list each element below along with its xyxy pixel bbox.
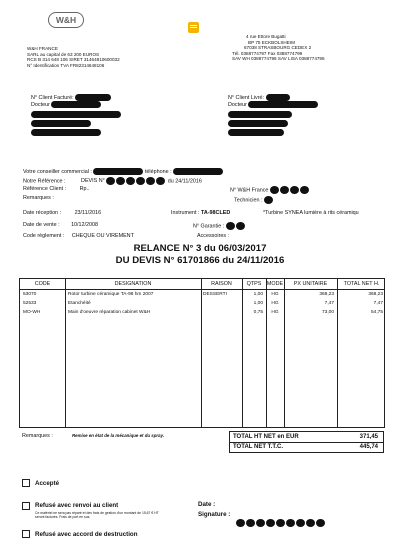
- redacted-dot: [146, 177, 155, 185]
- address-city: 67038 STRASBOURG CEDEX 2: [244, 45, 312, 51]
- sticky-note-icon[interactable]: [188, 22, 199, 33]
- document-title: [0, 243, 400, 267]
- col-header-designation: DESIGNATION: [114, 281, 152, 287]
- accessories-label: Accessoires :: [197, 233, 230, 239]
- our-ref-value: DEVIS N°: [81, 178, 105, 185]
- redacted-dot: [116, 177, 125, 185]
- redacted-dot: [236, 222, 245, 230]
- table-cell-code: 53070: [23, 292, 37, 297]
- company-name: W&H FRANCE: [27, 46, 58, 51]
- instrument-desc: *Turbine SYNEA lumière à rits céramiqu: [263, 210, 359, 216]
- redacted-block: [93, 168, 143, 175]
- company-capital: SARL au capital de 63 200 EUROS: [27, 51, 100, 57]
- instrument-label: Instrument :: [171, 210, 200, 216]
- redacted-dot: [106, 177, 115, 185]
- col-header-total: TOTAL NET H.: [343, 281, 380, 287]
- total-ht-label: TOTAL HT NET en EUR: [233, 434, 299, 440]
- redacted-block: [228, 129, 284, 136]
- table-cell-unit-price: 73,00: [321, 310, 334, 315]
- payment-label: Code règlement :: [23, 233, 65, 239]
- address-bp: BP 75 ECKBOLSHEIM: [248, 39, 295, 45]
- company-info: [27, 46, 120, 68]
- table-cell-total: 54,75: [370, 310, 383, 315]
- remarks-text: Remise en état de la mécanique et du spray.: [72, 433, 165, 438]
- redacted-block: [75, 94, 111, 101]
- redacted-block: [31, 120, 91, 127]
- table-cell-unit-price: 7,47: [324, 301, 334, 306]
- refused-return-label: Refusé avec renvoi au client: [35, 502, 119, 509]
- company-address: [232, 34, 325, 62]
- billed-label: N° Client Facturé:: [31, 94, 74, 101]
- redacted-dot: [264, 196, 273, 204]
- address-tel: Tél. 0388774797 Fax 0388774799: [232, 50, 303, 56]
- sale-value: 10/12/2008: [71, 222, 99, 228]
- table-cell-total: 7,47: [373, 301, 383, 306]
- billed-prefix: Docteur: [31, 102, 50, 109]
- redacted-dot: [280, 186, 289, 194]
- instrument-value: TA-98CLED: [200, 210, 231, 216]
- table-cell-code: 52533: [23, 301, 37, 306]
- table-cell-unit-price: 368,23: [319, 292, 334, 297]
- col-header-mode: MODE: [266, 281, 284, 287]
- reception-label: Date réception :: [23, 210, 62, 216]
- redacted-dot: [226, 222, 235, 230]
- remarks-top-label: Remarques :: [23, 195, 54, 201]
- redacted-block: [266, 94, 290, 101]
- table-cell-mode: HG: [271, 310, 279, 315]
- total-ht-value: 371,45: [359, 434, 378, 440]
- delivered-client: [228, 94, 318, 137]
- company-rcs: RCS B 314 648 106 SIRET 31464810600032: [27, 57, 120, 63]
- redacted-block: [248, 101, 318, 108]
- total-ttc-value: 445,74: [359, 444, 378, 450]
- redacted-dot: [236, 519, 245, 527]
- redacted-dot: [266, 519, 275, 527]
- redacted-block: [228, 120, 288, 127]
- company-logo: W&H: [48, 12, 84, 28]
- redacted-dot: [300, 186, 309, 194]
- wh-france-label: N° W&H France: [230, 187, 269, 194]
- table-cell-designation: Main d'oeuvre réparation cabinet W&H: [68, 310, 151, 315]
- redacted-dot: [290, 186, 299, 194]
- table-cell-mode: HG: [271, 292, 279, 297]
- redacted-dot: [276, 519, 285, 527]
- advisor-label: Votre conseiller commercial :: [23, 168, 92, 175]
- table-cell-mode: HG: [271, 301, 279, 306]
- redacted-dot: [316, 519, 325, 527]
- table-cell-designation: Rotor turbine céramique TA-98 hm 2007: [68, 292, 154, 297]
- table-cell-qty: 1,00: [253, 292, 263, 297]
- address-street: 4 rue Ettore Bugatti: [246, 34, 286, 39]
- redacted-dot: [246, 519, 255, 527]
- redacted-block: [228, 111, 292, 118]
- delivered-label: N° Client Livré:: [228, 94, 265, 101]
- redacted-block: [31, 129, 101, 136]
- redacted-dot: [136, 177, 145, 185]
- sale-label: Date de vente :: [23, 222, 60, 228]
- col-header-unit-price: PX UNITAIRE: [293, 281, 328, 287]
- tech-label: Technicien :: [234, 197, 263, 204]
- payment-value: CHEQUE OU VIREMENT: [71, 233, 134, 239]
- redacted-dot: [270, 186, 279, 194]
- table-cell-qty: 1,00: [253, 301, 263, 306]
- redacted-dot: [296, 519, 305, 527]
- phone-label: téléphone :: [144, 168, 172, 175]
- table-cell-total: 368,23: [368, 292, 383, 297]
- signature-label: Signature :: [198, 511, 231, 518]
- refused-destroy-label: Refusé avec accord de destruction: [35, 531, 138, 538]
- redacted-dot: [306, 519, 315, 527]
- refused-return-checkbox[interactable]: [22, 502, 30, 510]
- signature-redacted: [236, 514, 326, 532]
- table-cell-raison: DESSERTI: [203, 292, 227, 297]
- refused-destroy-checkbox[interactable]: [22, 530, 30, 538]
- title-line2: DU DEVIS N° 61701866 du 24/11/2016: [115, 255, 285, 266]
- refused-note: Ce matériel ne sera pas réparé et des frais de gestion d'un montant de 15,67 € HT seront facturés. Frais de port en sus.: [35, 511, 159, 520]
- client-ref-value: Rp..: [79, 186, 90, 192]
- title-line1: RELANCE N° 3 du 06/03/2017: [133, 243, 267, 254]
- col-header-code: CODE: [34, 281, 51, 287]
- our-ref-date: du 24/11/2016: [167, 178, 202, 185]
- redacted-block: [51, 101, 101, 108]
- col-header-qtps: QTPS: [246, 281, 262, 287]
- redacted-dot: [126, 177, 135, 185]
- client-ref-label: Référence Client :: [23, 186, 67, 192]
- billed-client: [31, 94, 121, 137]
- table-cell-code: MO-WH: [23, 310, 41, 315]
- col-header-raison: RAISON: [211, 281, 232, 287]
- date-label: Date :: [198, 501, 216, 508]
- guarantee-label: N° Garantie :: [193, 223, 225, 230]
- redacted-block: [31, 111, 121, 118]
- remarks-label: Remarques :: [22, 433, 53, 439]
- delivered-prefix: Docteur: [228, 102, 247, 109]
- total-ttc-label: TOTAL NET T.T.C.: [233, 444, 284, 450]
- accepted-label: Accepté: [35, 480, 60, 487]
- redacted-block: [173, 168, 223, 175]
- our-ref-label: Notre Référence :: [23, 178, 66, 185]
- address-sav: SAV WH 0388774796 SAV LISA 0388774795: [232, 56, 325, 62]
- company-tva: N° Identification TVA FR82314648106: [27, 62, 105, 68]
- reception-value: 23/11/2016: [74, 210, 102, 216]
- redacted-dot: [286, 519, 295, 527]
- table-cell-qty: 0,75: [253, 310, 263, 315]
- redacted-dot: [156, 177, 165, 185]
- table-cell-designation: Etanchéité: [68, 301, 91, 306]
- totals-box: [229, 431, 384, 453]
- items-table: [19, 278, 385, 428]
- accepted-checkbox[interactable]: [22, 479, 30, 487]
- redacted-dot: [256, 519, 265, 527]
